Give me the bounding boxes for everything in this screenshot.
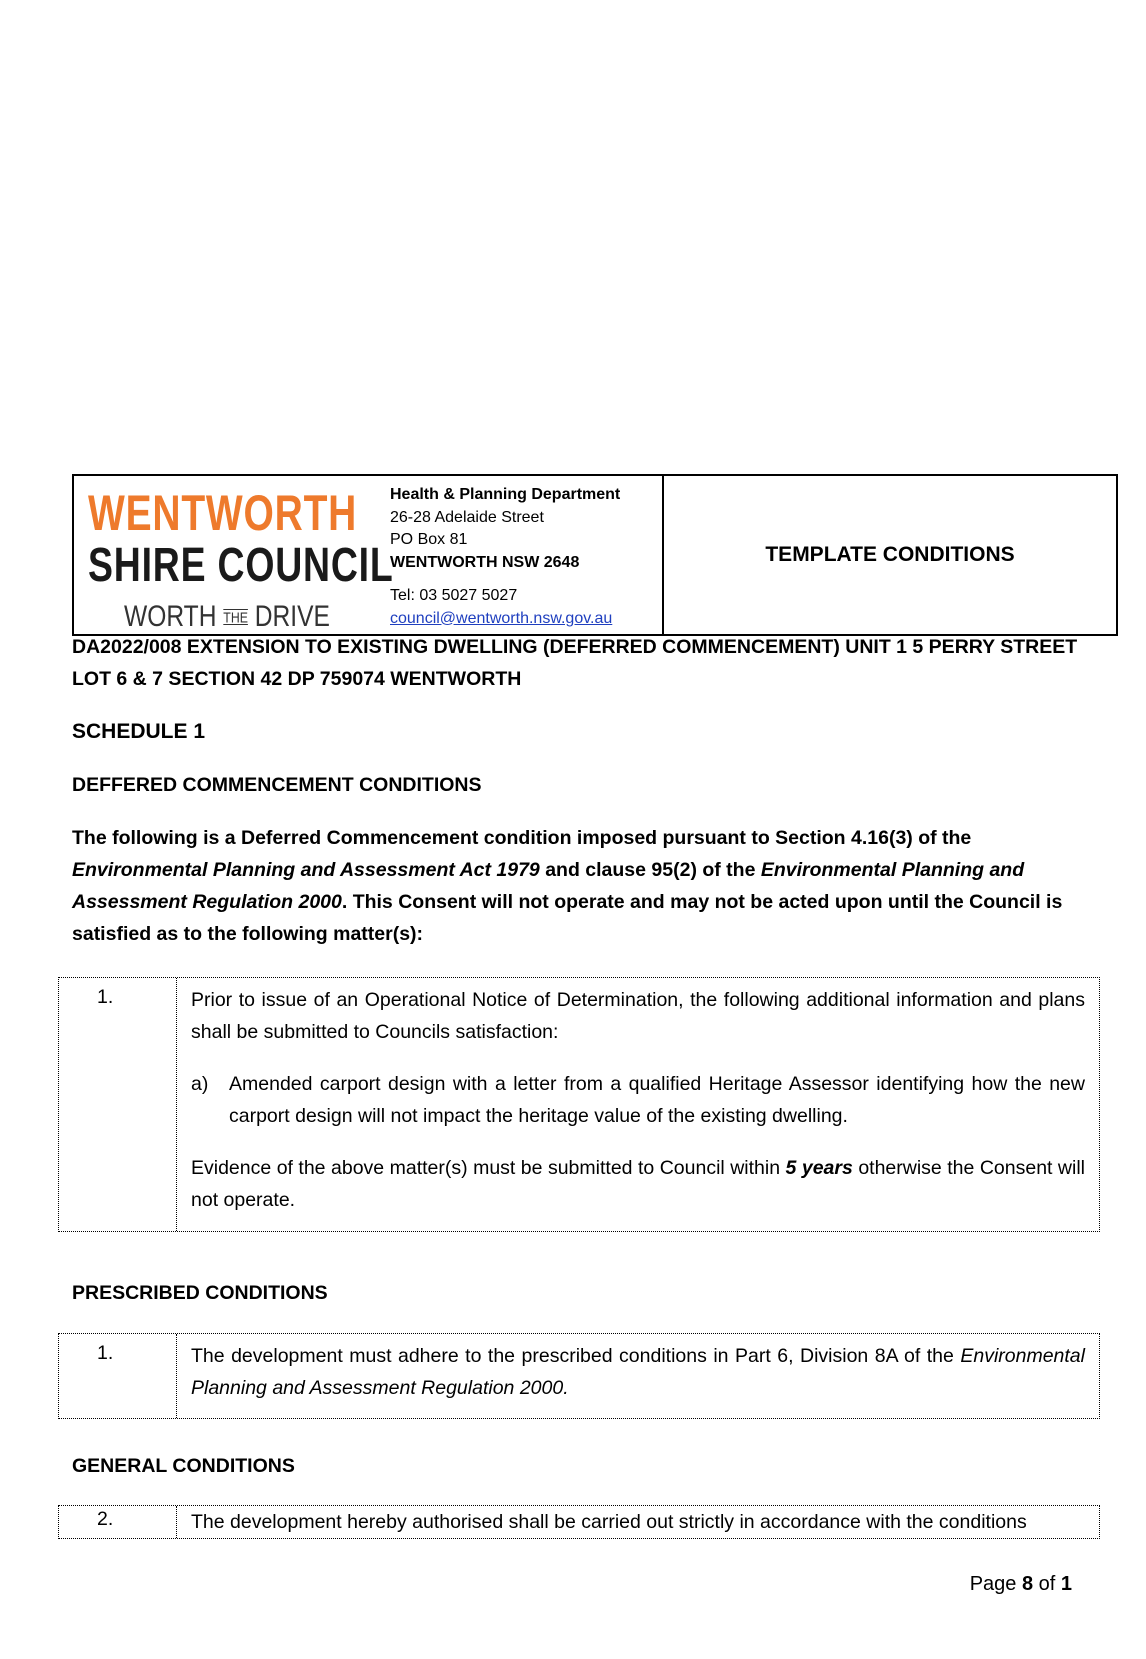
condition-text: Prior to issue of an Operational Notice of Determination, the following additional information and plans shall be submitted to Councils satisfaction: <box>191 989 1085 1043</box>
email-link[interactable]: council@wentworth.nsw.gov.au <box>390 609 613 627</box>
condition-number: 1. <box>97 986 114 1008</box>
deferred-intro-paragraph: The following is a Deferred Commencement condition imposed pursuant to Section 4.16(3) of the Environmental Planning and Assessment Act 1979 and clause 95(2) of the Environmental Planning and Assessment Regulation 2000. This Consent will not operate and may not be acted upon until the Council is satisfied as to the following matter(s): <box>72 827 1063 945</box>
condition-body <box>191 984 1085 1236</box>
evidence-text: Evidence of the above matter(s) must be submitted to Council within 5 years otherwise the Consent will not operate. <box>191 1157 1086 1211</box>
logo-wentworth: WENTWORTH <box>88 485 358 541</box>
sub-item-letter: a) <box>191 1073 209 1095</box>
address-street: 26-28 Adelaide Street <box>390 508 544 526</box>
prescribed-heading: PRESCRIBED CONDITIONS <box>72 1282 328 1304</box>
number-column <box>59 1334 177 1418</box>
schedule-title: SCHEDULE 1 <box>72 720 206 743</box>
number-column <box>59 1506 177 1538</box>
condition-sub-item <box>191 1068 1085 1132</box>
deferred-condition-table <box>58 977 1100 1232</box>
department-name: Health & Planning Department <box>390 486 621 503</box>
telephone: Tel: 03 5027 5027 <box>390 587 518 604</box>
number-column <box>59 978 177 1231</box>
page-number: Page 8 of 1 <box>969 1573 1072 1595</box>
general-condition-table <box>58 1505 1100 1539</box>
condition-body: The development must adhere to the prescribed conditions in Part 6, Division 8A of the Environmental Planning and Assessment Regulation 2000. <box>191 1345 1085 1399</box>
condition-number: 1. <box>97 1342 114 1364</box>
deferred-heading: DEFFERED COMMENCEMENT CONDITIONS <box>72 774 482 796</box>
logo-shire-council: SHIRE COUNCIL <box>88 539 394 592</box>
template-title: TEMPLATE CONDITIONS <box>765 543 1015 566</box>
general-heading: GENERAL CONDITIONS <box>72 1455 295 1477</box>
address-town: WENTWORTH NSW 2648 <box>390 553 580 571</box>
sub-item-text: Amended carport design with a letter from a qualified Heritage Assessor identifying how the new carport design will not impact the heritage value of the existing dwelling. <box>229 1073 1085 1127</box>
da-title-line-1: DA2022/008 EXTENSION TO EXISTING DWELLING (DEFERRED COMMENCEMENT) UNIT 1 5 PERRY STREET <box>72 636 1078 658</box>
address-po-box: PO Box 81 <box>390 531 468 548</box>
letterhead-box <box>72 474 1118 636</box>
department-address-block <box>390 484 660 630</box>
condition-number: 2. <box>97 1508 114 1530</box>
logo-tagline: WORTH THE DRIVE <box>124 600 330 633</box>
da-title-line-2: LOT 6 & 7 SECTION 42 DP 759074 WENTWORTH <box>72 668 522 690</box>
condition-body: The development hereby authorised shall be carried out strictly in accordance with the conditions <box>191 1511 1027 1533</box>
council-logo <box>88 484 394 633</box>
prescribed-condition-table <box>58 1333 1100 1419</box>
